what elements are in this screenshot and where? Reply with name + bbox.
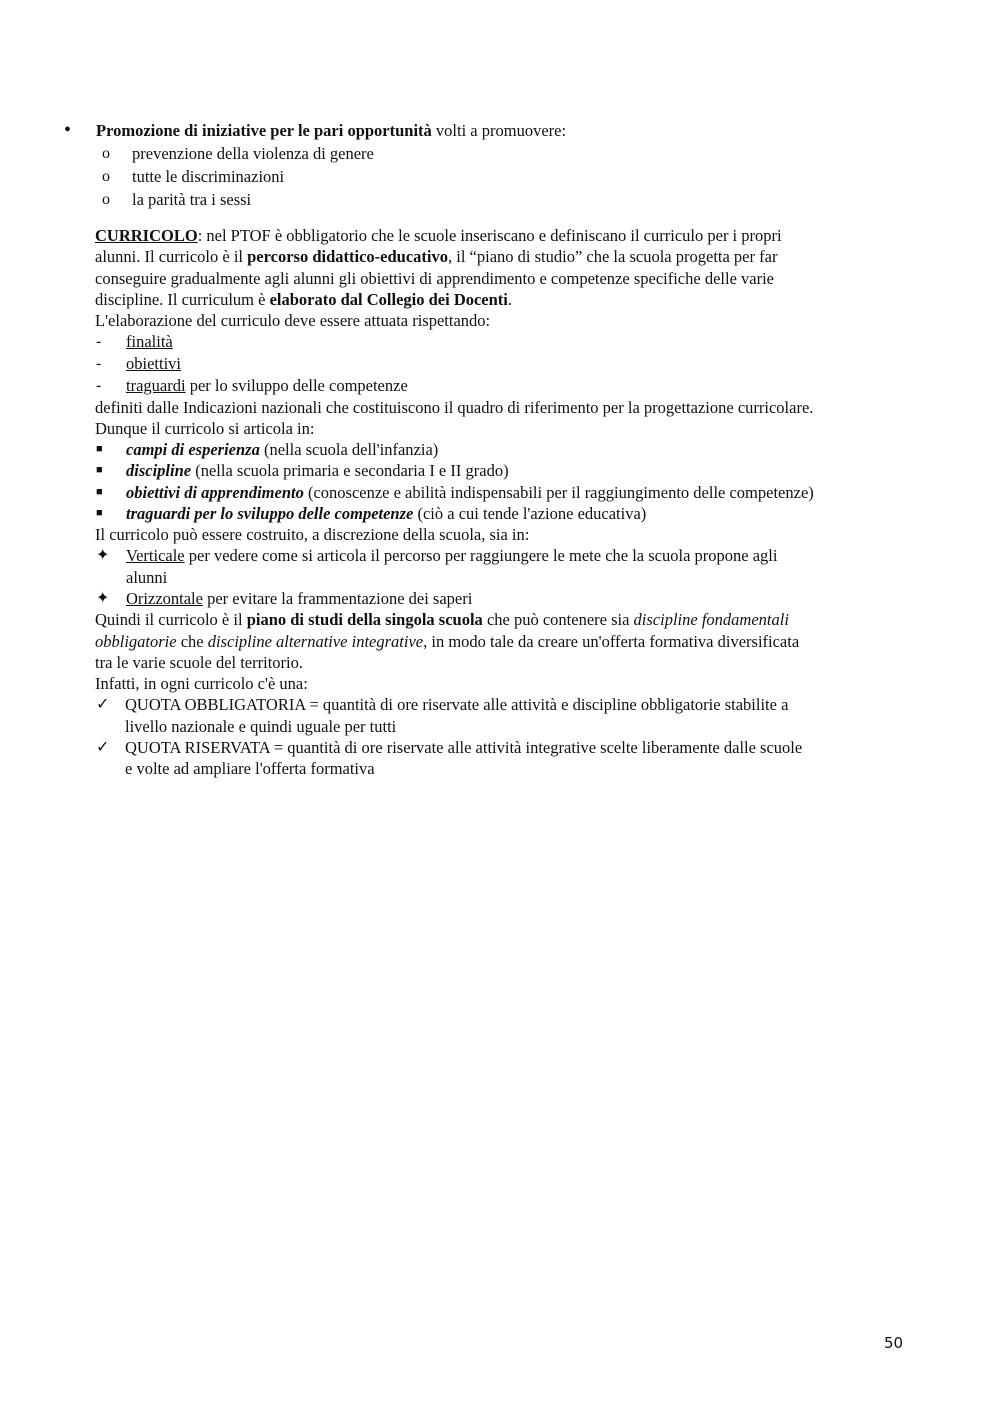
square-item <box>126 439 438 460</box>
bullet-pari-opportunita <box>96 120 566 141</box>
bold-text: percorso didattico-educativo <box>247 247 449 266</box>
star-item <box>126 545 777 566</box>
underlined-text: finalità <box>126 332 173 351</box>
text: : nel PTOF è obbligatorio che le scuole inseriscano e definiscano il curriculo per i propri <box>197 226 782 245</box>
checkmark-icon: ✓ <box>96 739 110 756</box>
square-bullet-icon: ■ <box>96 486 103 498</box>
text: alunni. Il curricolo è il <box>95 247 248 266</box>
dash-item <box>126 331 173 352</box>
bullet-dot-icon: • <box>64 119 72 141</box>
curricolo-line: conseguire gradualmente agli alunni gli obiettivi di apprendimento e competenze specifiche delle varie <box>95 269 774 288</box>
bold-italic-text: discipline <box>126 461 192 480</box>
underlined-text: obiettivi <box>126 354 181 373</box>
four-point-star-icon: ✦ <box>96 590 110 607</box>
bold-text: piano di studi della singola scuola <box>246 610 483 629</box>
paragraph-line <box>95 609 789 630</box>
dash-icon: - <box>96 377 102 394</box>
text: , in modo tale da creare un'offerta formativa diversificata <box>423 632 800 651</box>
text: che può contenere sia <box>482 610 634 629</box>
text: volti a promuovere: <box>431 121 567 140</box>
bold-text: elaborato dal Collegio dei Docenti <box>269 290 508 309</box>
dash-icon: - <box>96 355 102 372</box>
paragraph-line <box>95 631 799 652</box>
paragraph-line: L'elaborazione del curriculo deve essere attuata rispettando: <box>95 311 491 330</box>
bold-text: Promozione di iniziative per le pari opportunità <box>96 121 432 140</box>
page-number: 50 <box>884 1334 904 1352</box>
text: (nella scuola primaria e secondaria I e II grado) <box>191 461 509 480</box>
paragraph-line: Dunque il curricolo si articola in: <box>95 419 315 438</box>
dash-item <box>126 353 181 374</box>
text: (ciò a cui tende l'azione educativa) <box>413 504 647 523</box>
bold-italic-text: obiettivi di apprendimento <box>126 483 304 502</box>
underlined-text: traguardi <box>126 376 186 395</box>
square-item <box>126 482 814 503</box>
text: per evitare la frammentazione dei saperi <box>202 589 473 608</box>
square-item <box>126 503 646 524</box>
curricolo-heading: CURRICOLO <box>95 226 198 245</box>
subitem: tutte le discriminazioni <box>132 167 285 186</box>
subitem: la parità tra i sessi <box>132 190 252 209</box>
text: discipline. Il curriculum è <box>95 290 270 309</box>
star-item <box>126 588 472 609</box>
square-bullet-icon: ■ <box>96 464 103 476</box>
square-bullet-icon: ■ <box>96 443 103 455</box>
checkmark-icon: ✓ <box>96 696 110 713</box>
check-item: QUOTA OBBLIGATORIA = quantità di ore riservate alle attività e discipline obbligatorie stabilite a <box>125 695 789 714</box>
bullet-circle-icon: o <box>102 191 110 208</box>
text: per vedere come si articola il percorso per raggiungere le mete che la scuola propone agli <box>184 546 778 565</box>
star-item-continuation: alunni <box>126 568 168 587</box>
text: Quindi il curricolo è il <box>95 610 247 629</box>
paragraph-line: Infatti, in ogni curricolo c'è una: <box>95 674 308 693</box>
check-item-continuation: e volte ad ampliare l'offerta formativa <box>125 759 375 778</box>
bold-italic-text: campi di esperienza <box>126 440 260 459</box>
square-bullet-icon: ■ <box>96 507 103 519</box>
dash-item <box>126 375 408 396</box>
text: per lo sviluppo delle competenze <box>185 376 408 395</box>
curricolo-line <box>95 225 782 246</box>
curricolo-line <box>95 246 777 267</box>
four-point-star-icon: ✦ <box>96 547 110 564</box>
subitem: prevenzione della violenza di genere <box>132 144 374 163</box>
underlined-text: Orizzontale <box>126 589 203 608</box>
text: (conoscenze e abilità indispensabili per il raggiungimento delle competenze) <box>303 483 814 502</box>
check-item: QUOTA RISERVATA = quantità di ore riservate alle attività integrative scelte liberamente dalle scuole <box>125 738 803 757</box>
check-item-continuation: livello nazionale e quindi uguale per tutti <box>125 717 397 736</box>
bold-italic-text: traguardi per lo sviluppo delle competenze <box>126 504 414 523</box>
underlined-text: Verticale <box>126 546 185 565</box>
italic-text: obbligatorie <box>95 632 177 651</box>
text: . <box>507 290 513 309</box>
text: (nella scuola dell'infanzia) <box>259 440 439 459</box>
paragraph-line: tra le varie scuole del territorio. <box>95 653 303 672</box>
italic-text: discipline alternative integrative <box>207 632 424 651</box>
paragraph-line: Il curricolo può essere costruito, a discrezione della scuola, sia in: <box>95 525 530 544</box>
bullet-circle-icon: o <box>102 168 110 185</box>
text: che <box>176 632 208 651</box>
italic-text: discipline fondamentali <box>633 610 789 629</box>
square-item <box>126 460 509 481</box>
paragraph-line: definiti dalle Indicazioni nazionali che costituiscono il quadro di riferimento per la progettazione curricolare. <box>95 398 814 417</box>
dash-icon: - <box>96 333 102 350</box>
curricolo-line <box>95 289 512 310</box>
bullet-circle-icon: o <box>102 145 110 162</box>
text: , il “piano di studio” che la scuola progetta per far <box>448 247 778 266</box>
